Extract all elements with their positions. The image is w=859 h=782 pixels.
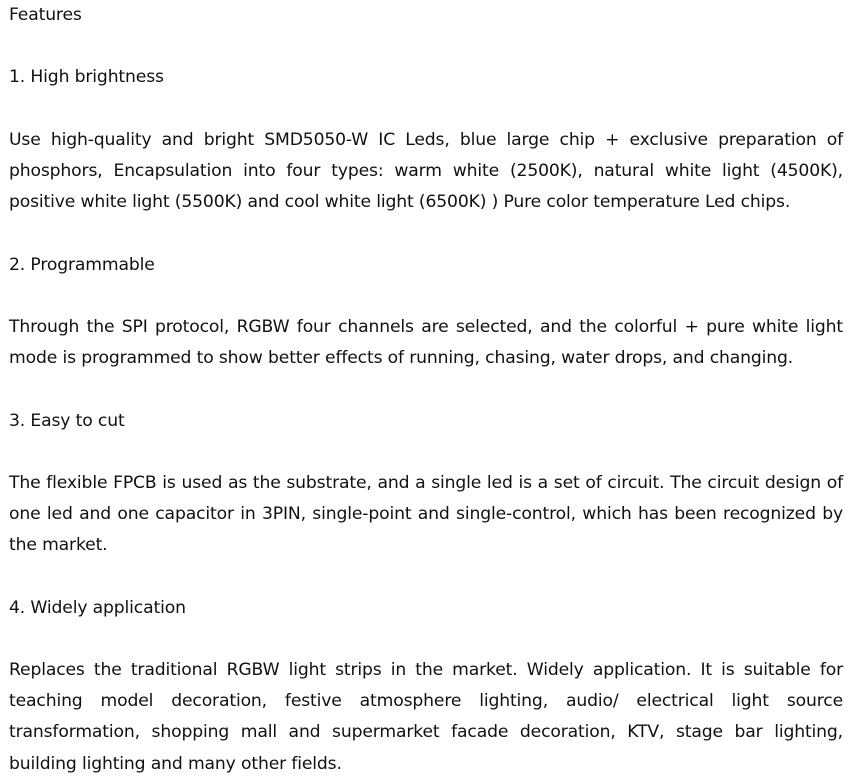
spacer <box>9 94 843 125</box>
section-title-brightness: 1. High brightness <box>9 67 164 88</box>
spacer <box>9 31 843 62</box>
section-body-widely-application <box>9 655 843 780</box>
paragraph-text: The flexible FPCB is used as the substrate, and a single led is a set of circuit. The circuit design of one led and one capacitor in 3PIN, single-point and single-control, which has been recognized by the market. <box>9 472 843 556</box>
section-title-widely-application: 4. Widely application <box>9 597 186 618</box>
spacer <box>9 562 843 593</box>
spacer <box>9 218 843 249</box>
spacer <box>9 437 843 468</box>
document-body <box>9 0 843 780</box>
section-title-programmable: 2. Programmable <box>9 254 155 275</box>
spacer <box>9 374 843 405</box>
paragraph-text: Through the SPI protocol, RGBW four channels are selected, and the colorful + pure white light mode is programmed to show better effects of running, chasing, water drops, and changing. <box>9 316 843 369</box>
spacer <box>9 281 843 312</box>
spacer <box>9 624 843 655</box>
section-title-easy-to-cut: 3. Easy to cut <box>9 410 125 431</box>
section-body-brightness <box>9 125 843 219</box>
page-heading: Features <box>9 5 82 25</box>
paragraph-text: Use high-quality and bright SMD5050-W IC Leds, blue large chip + exclusive preparation of phosphors, Encapsulation into four types: warm white (2500K), natural white light (4500K), positive white light (5500K) and cool white light (6500K) ) Pure color temperature Led chips. <box>9 129 843 213</box>
section-body-easy-to-cut <box>9 468 843 562</box>
section-body-programmable <box>9 312 843 374</box>
paragraph-text: Replaces the traditional RGBW light strips in the market. Widely application. It is suitable for teaching model decoration, festive atmosphere lighting, audio/ electrical light source transformation, shopping mall and supermarket facade decoration, KTV, stage bar lighting, building lighting and many other fields. <box>9 660 843 774</box>
